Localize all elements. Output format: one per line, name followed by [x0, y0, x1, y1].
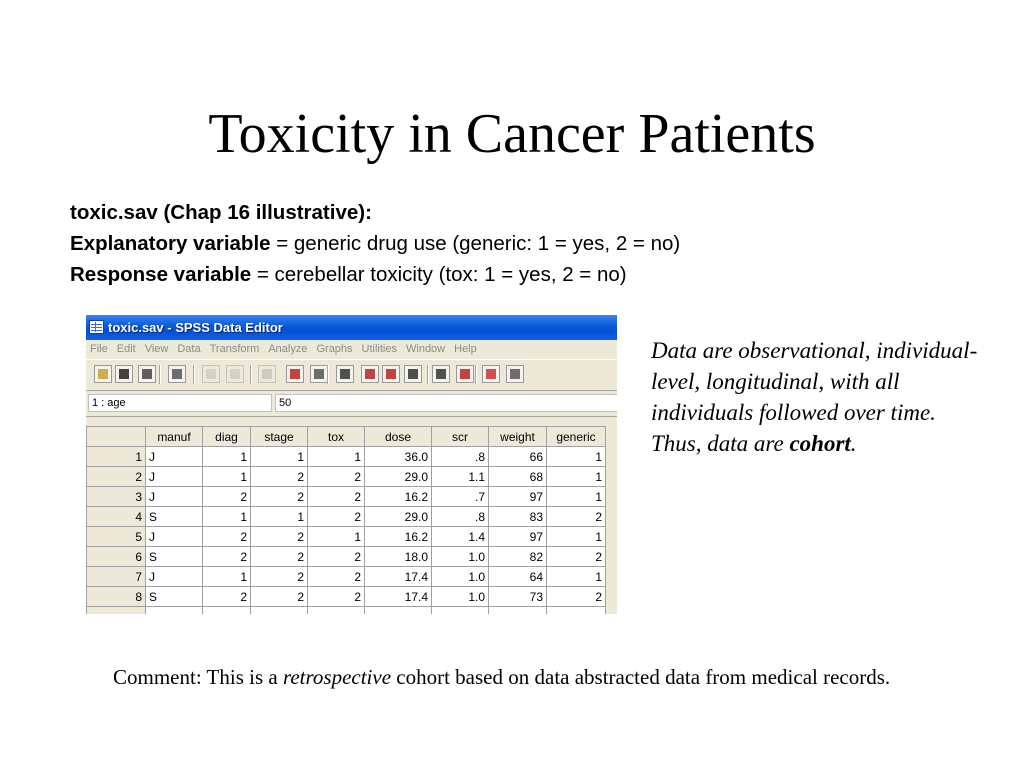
cell-scr[interactable]: 1.4 — [432, 527, 489, 547]
value-labels-icon — [486, 369, 496, 379]
cell-dose[interactable]: 36.0 — [365, 447, 432, 467]
cell-stage[interactable]: 1 — [251, 507, 308, 527]
menu-item-analyze[interactable]: Analyze — [268, 343, 308, 355]
cell-weight[interactable]: 64 — [489, 567, 547, 587]
cell-value-input[interactable]: 50 — [275, 394, 617, 412]
column-header-manuf[interactable]: manuf — [146, 427, 203, 447]
goto-chart-icon — [262, 369, 272, 379]
dataset-line: toxic.sav (Chap 16 illustrative): — [70, 201, 372, 224]
cell-diag[interactable]: 2 — [203, 587, 251, 607]
menu-item-utilities[interactable]: Utilities — [361, 343, 397, 355]
empty-cell[interactable] — [87, 607, 146, 615]
empty-cell[interactable] — [547, 607, 606, 615]
empty-row — [87, 607, 606, 615]
open-icon — [98, 369, 108, 379]
cell-stage[interactable]: 1 — [251, 447, 308, 467]
cell-dose[interactable]: 16.2 — [365, 527, 432, 547]
table-row — [87, 447, 606, 467]
cell-manuf[interactable]: J — [146, 487, 203, 507]
menu-item-file[interactable]: File — [90, 343, 108, 355]
column-header-weight[interactable]: weight — [489, 427, 547, 447]
save-button[interactable] — [115, 365, 133, 383]
weight-cases-button[interactable] — [432, 365, 450, 383]
cell-diag[interactable]: 1 — [203, 507, 251, 527]
empty-cell[interactable] — [365, 607, 432, 615]
cell-diag[interactable]: 2 — [203, 487, 251, 507]
cell-diag[interactable]: 1 — [203, 467, 251, 487]
cell-weight[interactable]: 66 — [489, 447, 547, 467]
menu-bar — [86, 340, 617, 359]
column-header-diag[interactable]: diag — [203, 427, 251, 447]
cell-tox[interactable]: 2 — [308, 587, 365, 607]
column-header-generic[interactable]: generic — [547, 427, 606, 447]
cell-diag[interactable]: 1 — [203, 567, 251, 587]
row-number[interactable]: 6 — [87, 547, 146, 567]
cell-manuf[interactable]: S — [146, 587, 203, 607]
cell-weight[interactable]: 83 — [489, 507, 547, 527]
cell-weight[interactable]: 73 — [489, 587, 547, 607]
cell-editor-bar — [86, 391, 617, 417]
cell-scr[interactable]: 1.1 — [432, 467, 489, 487]
menu-item-help[interactable]: Help — [454, 343, 477, 355]
find-button[interactable] — [336, 365, 354, 383]
empty-cell[interactable] — [308, 607, 365, 615]
toolbar — [86, 359, 617, 391]
cell-tox[interactable]: 2 — [308, 487, 365, 507]
undo-icon — [206, 369, 216, 379]
weight-cases-icon — [436, 369, 446, 379]
intro-text — [70, 197, 680, 290]
undo-button[interactable] — [202, 365, 220, 383]
print-icon — [142, 369, 152, 379]
cell-scr[interactable]: .7 — [432, 487, 489, 507]
cell-stage[interactable]: 2 — [251, 467, 308, 487]
menu-item-window[interactable]: Window — [406, 343, 446, 355]
cell-diag[interactable]: 1 — [203, 447, 251, 467]
cell-generic[interactable]: 1 — [547, 447, 606, 467]
insert-case-icon — [365, 369, 375, 379]
cell-dose[interactable]: 29.0 — [365, 467, 432, 487]
value-labels-button[interactable] — [482, 365, 500, 383]
cell-scr[interactable]: 1.0 — [432, 587, 489, 607]
cell-dose[interactable]: 18.0 — [365, 547, 432, 567]
table-row — [87, 567, 606, 587]
cell-manuf[interactable]: J — [146, 447, 203, 467]
cell-manuf[interactable]: J — [146, 567, 203, 587]
cell-generic[interactable]: 1 — [547, 567, 606, 587]
toolbar-separator — [327, 365, 329, 384]
cell-tox[interactable]: 2 — [308, 467, 365, 487]
menu-item-transform[interactable]: Transform — [209, 343, 260, 355]
cell-stage[interactable]: 2 — [251, 547, 308, 567]
variables-button[interactable] — [310, 365, 328, 383]
cell-stage[interactable]: 2 — [251, 567, 308, 587]
comment-text: Comment: This is a retrospective cohort based on data abstracted data from medical records. — [113, 665, 891, 689]
cell-weight[interactable]: 82 — [489, 547, 547, 567]
cell-generic[interactable]: 1 — [547, 467, 606, 487]
window-titlebar[interactable] — [86, 315, 617, 340]
menu-item-data[interactable]: Data — [177, 343, 201, 355]
cell-scr[interactable]: 1.0 — [432, 547, 489, 567]
menu-item-graphs[interactable]: Graphs — [316, 343, 353, 355]
insert-variable-button[interactable] — [382, 365, 400, 383]
column-header-scr[interactable]: scr — [432, 427, 489, 447]
table-row — [87, 587, 606, 607]
cell-tox[interactable]: 1 — [308, 447, 365, 467]
cell-manuf[interactable]: S — [146, 507, 203, 527]
goto-chart-button[interactable] — [258, 365, 276, 383]
cell-generic[interactable]: 2 — [547, 507, 606, 527]
cell-weight[interactable]: 97 — [489, 527, 547, 547]
cell-scr[interactable]: .8 — [432, 447, 489, 467]
data-grid — [86, 426, 606, 614]
cell-stage[interactable]: 2 — [251, 487, 308, 507]
cell-dose[interactable]: 16.2 — [365, 487, 432, 507]
spss-app-icon — [89, 320, 104, 334]
cell-manuf[interactable]: J — [146, 467, 203, 487]
menu-item-view[interactable]: View — [144, 343, 169, 355]
use-sets-icon — [510, 369, 520, 379]
table-row — [87, 507, 606, 527]
cell-manuf[interactable]: J — [146, 527, 203, 547]
cell-diag[interactable]: 2 — [203, 527, 251, 547]
redo-icon — [230, 369, 240, 379]
explanatory-line: Explanatory variable = generic drug use (generic: 1 = yes, 2 = no) — [70, 232, 681, 255]
insert-variable-icon — [386, 369, 396, 379]
cell-stage[interactable]: 2 — [251, 527, 308, 547]
table-row — [87, 547, 606, 567]
cell-generic[interactable]: 2 — [547, 587, 606, 607]
row-number[interactable]: 7 — [87, 567, 146, 587]
row-number[interactable]: 1 — [87, 447, 146, 467]
response-line: Response variable = cerebellar toxicity (tox: 1 = yes, 2 = no) — [70, 263, 627, 286]
observation-note: Data are observational, individual-level, longitudinal, with all individuals followed over time. Thus, data are cohort. — [651, 338, 978, 456]
table-row — [87, 467, 606, 487]
row-number[interactable]: 5 — [87, 527, 146, 547]
cell-tox[interactable]: 2 — [308, 507, 365, 527]
split-file-button[interactable] — [404, 365, 422, 383]
cell-dose[interactable]: 29.0 — [365, 507, 432, 527]
toolbar-separator — [193, 365, 195, 384]
table-row — [87, 487, 606, 507]
open-button[interactable] — [94, 365, 112, 383]
cell-diag[interactable]: 2 — [203, 547, 251, 567]
row-number[interactable]: 2 — [87, 467, 146, 487]
spss-data-editor-window — [86, 315, 617, 614]
split-file-icon — [408, 369, 418, 379]
print-button[interactable] — [138, 365, 156, 383]
cell-tox[interactable]: 2 — [308, 547, 365, 567]
empty-cell[interactable] — [146, 607, 203, 615]
cell-dose[interactable]: 17.4 — [365, 587, 432, 607]
cell-generic[interactable]: 1 — [547, 527, 606, 547]
empty-cell[interactable] — [489, 607, 547, 615]
cell-dose[interactable]: 17.4 — [365, 567, 432, 587]
cell-generic[interactable]: 2 — [547, 547, 606, 567]
cell-reference: 1 : age — [88, 394, 272, 412]
corner-cell[interactable] — [87, 427, 146, 447]
empty-cell[interactable] — [203, 607, 251, 615]
dialog-recall-icon — [172, 369, 182, 379]
column-header-stage[interactable]: stage — [251, 427, 308, 447]
row-number[interactable]: 8 — [87, 587, 146, 607]
cell-generic[interactable]: 1 — [547, 487, 606, 507]
toolbar-separator — [427, 365, 429, 384]
insert-case-button[interactable] — [361, 365, 379, 383]
dialog-recall-button[interactable] — [168, 365, 186, 383]
table-row — [87, 527, 606, 547]
redo-button[interactable] — [226, 365, 244, 383]
empty-cell[interactable] — [251, 607, 308, 615]
menu-item-edit[interactable]: Edit — [116, 343, 136, 355]
slide-title: Toxicity in Cancer Patients — [208, 103, 816, 165]
cell-manuf[interactable]: S — [146, 547, 203, 567]
cell-stage[interactable]: 2 — [251, 587, 308, 607]
window-title: toxic.sav - SPSS Data Editor — [108, 320, 283, 335]
cell-scr[interactable]: 1.0 — [432, 567, 489, 587]
cell-tox[interactable]: 1 — [308, 527, 365, 547]
toolbar-separator — [250, 365, 252, 384]
cell-scr[interactable]: .8 — [432, 507, 489, 527]
row-number[interactable]: 4 — [87, 507, 146, 527]
toolbar-separator — [475, 365, 477, 384]
column-header-dose[interactable]: dose — [365, 427, 432, 447]
save-icon — [119, 369, 129, 379]
cell-tox[interactable]: 2 — [308, 567, 365, 587]
select-cases-button[interactable] — [456, 365, 474, 383]
select-cases-icon — [460, 369, 470, 379]
row-number[interactable]: 3 — [87, 487, 146, 507]
cell-weight[interactable]: 97 — [489, 487, 547, 507]
cell-weight[interactable]: 68 — [489, 467, 547, 487]
variables-icon — [314, 369, 324, 379]
column-header-tox[interactable]: tox — [308, 427, 365, 447]
goto-case-button[interactable] — [286, 365, 304, 383]
goto-case-icon — [290, 369, 300, 379]
empty-cell[interactable] — [432, 607, 489, 615]
find-icon — [340, 369, 350, 379]
toolbar-separator — [159, 365, 161, 384]
use-sets-button[interactable] — [506, 365, 524, 383]
